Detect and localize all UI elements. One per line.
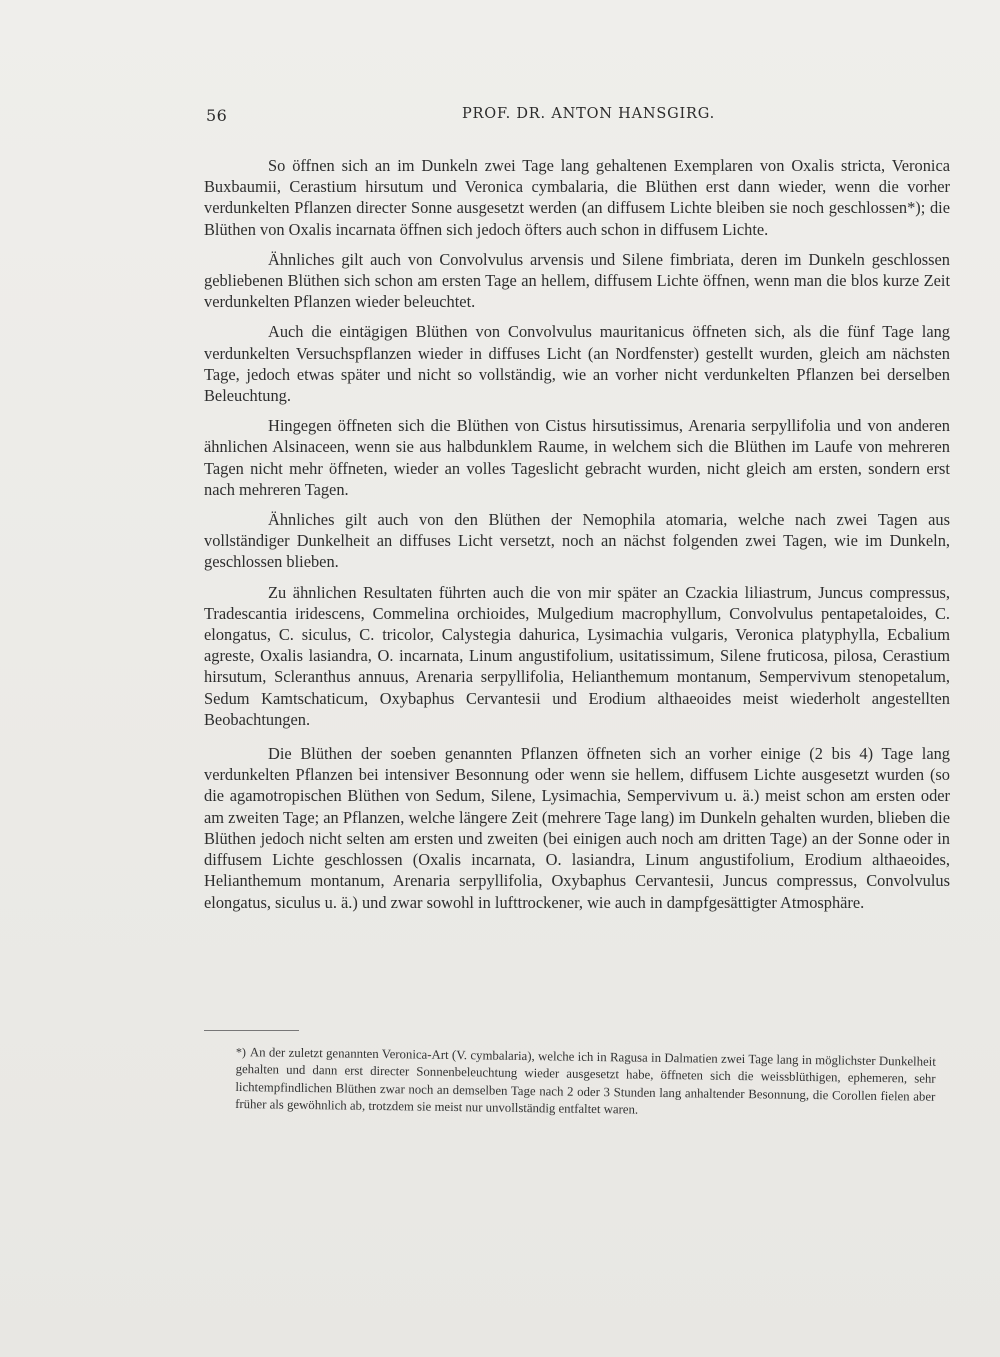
paragraph: Auch die eintägigen Blüthen von Convolvulus mauritanicus öffneten sich, als die fünf Tage lang verdunkelten Versuchspflanzen wieder in diffuses Licht (an Nordfenster) gestellt wurden, gleich am nächsten Tage, jedoch etwas später und nicht so vollständig, wie an vorher nicht verdunkelten Pflanzen bei derselben Beleuchtung. xyxy=(204,322,950,406)
paragraph: Zu ähnlichen Resultaten führten auch die von mir später an Czackia liliastrum, Juncus compressus, Tradescantia iridescens, Commelina orchioides, Mulgedium macrophyllum, Convolvulus pentapetaloides, C. elongatus, C. siculus, C. tricolor, Calystegia dahurica, Lysimachia vulgaris, Veronica platyphylla, Ecbalium agreste, Oxalis lasiandra, O. incarnata, Linum angustifolium, usitatissimum, Silene fruticosa, pilosa, Cerastium hirsutum, Scleranthus annuus, Arenaria serpyllifolia, Helianthemum montanum, Sempervivum stenopetalum, Sedum Kamtschaticum, Oxybaphus Cervantesii und Erodium althaeoides meist wiederholt angestellten Beobachtungen. xyxy=(204,582,950,729)
body-text xyxy=(204,155,950,925)
page-header xyxy=(206,106,950,130)
paragraph: Ähnliches gilt auch von den Blüthen der Nemophila atomaria, welche nach zwei Tagen aus vollständiger Dunkelheit an diffuses Licht versetzt, noch an nächst folgenden zwei Tagen, wie im Dunkeln, geschlossen blieben. xyxy=(204,510,950,572)
paragraph: Die Blüthen der soeben genannten Pflanzen öffneten sich an vorher einige (2 bis 4) Tage lang verdunkelten Pflanzen bei intensiver Besonnung oder wenn sie hellem, diffusem Lichte ausgesetzt wurden (so die agamotropischen Blüthen von Sedum, Silene, Lysimachia, Sempervivum u. ä.) meist schon am ersten oder am zweiten Tage; an Pflanzen, welche längere Zeit (mehrere Tage lang) im Dunkeln gehalten wurden, blieben die Blüthen jedoch nicht selten am ersten und zweiten (bei einigen auch noch am dritten Tage) an der Sonne oder in diffusem Lichte geschlossen (Oxalis incarnata, O. lasiandra, Linum angustifolium, Erodium althaeoides, Helianthemum montanum, Arenaria serpyllifolia, Oxybaphus Cervantesii, Juncus compressus, Convolvulus elongatus, siculus u. ä.) und zwar sowohl in lufttrockener, wie auch in dampfgesättigter Atmosphäre. xyxy=(204,744,950,912)
paragraph: Ähnliches gilt auch von Convolvulus arvensis und Silene fimbriata, deren im Dunkeln geschlossen gebliebenen Blüthen sich schon am ersten Tage an hellem, diffusem Lichte öffnen, wenn man die blos kurze Zeit verdunkelten Pflanzen wieder beleuchtet. xyxy=(204,249,950,312)
footnote-marker: *) xyxy=(235,1044,246,1060)
footnote xyxy=(235,1044,936,1123)
footnote-text: An der zuletzt genannten Veronica-Art (V. cymbalaria), welche ich in Ragusa in Dalmatien zwei Tage lang in möglichster Dunkelheit gehalten und dann erst directer Sonnenbeleuchtung wieder ausgesetzt habe, öffneten sich die weissblüthigen, ephemeren, sehr lichtempfindlichen Blüthen zwar noch an demselben Tage nach 2 oder 3 Stunden lang anhaltender Besonnung, die Corollen fielen aber früher als gewöhnlich ab, trotzdem sie meist nur unvollständig entfaltet waren. xyxy=(235,1045,936,1117)
paragraph: So öffnen sich an im Dunkeln zwei Tage lang gehaltenen Exemplaren von Oxalis stricta, Veronica Buxbaumii, Cerastium hirsutum und Veronica cymbalaria, die Blüthen erst dann wieder, wenn die vorher verdunkelten Pflanzen directer Sonne ausgesetzt werden (an diffusem Lichte bleiben sie noch geschlossen*); die Blüthen von Oxalis incarnata öffnen sich jedoch öfters auch schon in diffusem Lichte. xyxy=(204,156,950,239)
footnote-divider xyxy=(204,1030,299,1031)
running-head: PROF. DR. ANTON HANSGIRG. xyxy=(462,106,715,122)
paragraph: Hingegen öffneten sich die Blüthen von Cistus hirsutissimus, Arenaria serpyllifolia und von anderen ähnlichen Alsinaceen, wenn sie aus halbdunklem Raume, in welchem sich die Blüthen im Laufe von mehreren Tagen nicht mehr öffneten, wieder an volles Tageslicht gebracht wurden, nicht gleich am ersten, sondern erst nach mehreren Tagen. xyxy=(204,416,950,499)
page-number: 56 xyxy=(206,106,228,125)
